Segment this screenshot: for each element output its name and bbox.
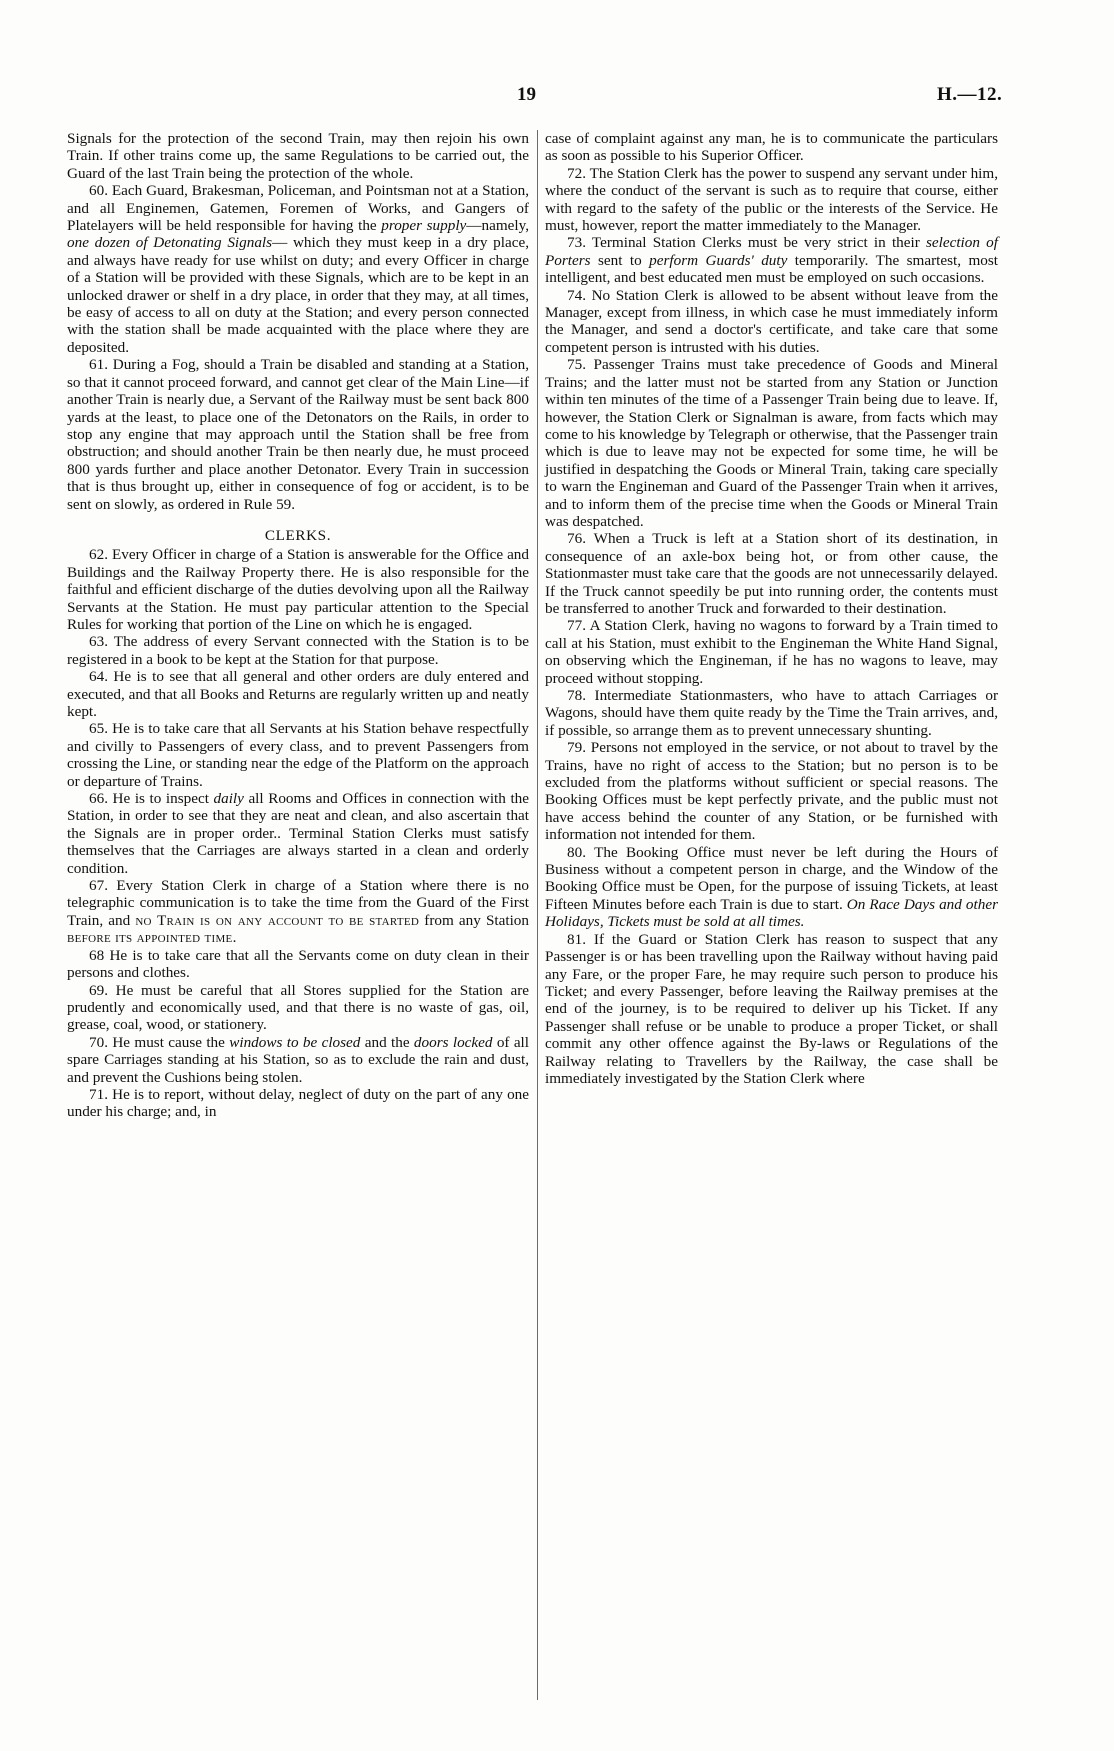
small-caps-text: no Train is on any account to be started xyxy=(135,911,420,929)
paragraph-text: 81. If the Guard or Station Clerk has reason to suspect that any Passenger is or has been travelling upon the Railway without having paid any Fare, or the proper Fare, he may require such person to produce his Ticket; and every Passenger, before leaving the Railway premises at the end of the journey, is to be required to deliver up his Ticket. If any Passenger shall refuse or be unable to produce a proper Ticket, or shall commit any other offence against the By-laws or Regulations of the Railway relating to Travellers by the Railway, the case shall be immediately investigated by the Station Clerk where xyxy=(545,930,998,1087)
section-heading xyxy=(67,527,529,544)
rule-paragraph xyxy=(67,982,529,1034)
left-text-column xyxy=(67,130,529,1121)
paragraph-text: 73. Terminal Station Clerks must be very strict in their xyxy=(567,234,926,252)
rule-paragraph xyxy=(67,130,529,182)
right-text-column xyxy=(545,130,998,1087)
paragraph-text: 80. The Booking Office must never be left during the Hours of Business without a competent person in charge, and the Window of the Booking Office must be Open, for the purpose of issuing Tickets, at least Fifteen Minutes before each Train is due to start. xyxy=(545,843,998,913)
rule-paragraph xyxy=(545,931,998,1088)
rule-paragraph xyxy=(67,1034,529,1086)
italic-text: selection of Porters xyxy=(545,234,998,269)
rule-paragraph xyxy=(67,790,529,877)
paragraph-text: 78. Intermediate Stationmasters, who have to attach Carriages or Wagons, should have them quite ready by the Time the Train arrives, and, if possible, so arrange them as to prevent unnecessary shunting. xyxy=(545,687,998,739)
paragraph-text: 67. Every Station Clerk in charge of a Station where there is no telegraphic communication is to take the time from the Guard of the First Train, and xyxy=(67,877,529,929)
paragraph-text: 63. The address of every Servant connected with the Station is to be registered in a book to be kept at the Station for that purpose. xyxy=(67,633,529,668)
document-reference: H.—12. xyxy=(937,84,1003,105)
italic-text: On Race Days and other Holidays, Tickets must be sold at all times. xyxy=(545,895,998,931)
rule-paragraph xyxy=(67,356,529,513)
rule-paragraph xyxy=(545,356,998,530)
paragraph-text: 69. He must be careful that all Stores supplied for the Station are prudently and economically used, and that there is no waste of gas, oil, grease, coal, wood, or stationery. xyxy=(67,981,529,1034)
paragraph-text: CLERKS. xyxy=(264,526,332,544)
paragraph-text: Signals for the protection of the second Train, may then rejoin his own Train. If other trains come up, the same Regulations to be carried out, the Guard of the last Train being the protection of the whole. xyxy=(67,130,529,182)
paragraph-text: —namely, xyxy=(466,217,529,235)
italic-text: windows to be closed xyxy=(229,1033,361,1051)
rule-paragraph xyxy=(67,546,529,633)
rule-paragraph xyxy=(545,287,998,357)
paragraph-text: 70. He must cause the xyxy=(89,1033,230,1051)
rule-paragraph xyxy=(67,1086,529,1121)
paragraph-text: 65. He is to take care that all Servants at his Station behave respectfully and civilly to Passengers of every class, and to prevent Passengers from crossing the Line, or standing near the edge of the Platform on the approach or departure of Trains. xyxy=(67,720,529,790)
rule-paragraph xyxy=(545,530,998,617)
paragraph-text: of all spare Carriages standing at his Station, so as to exclude the rain and dust, and prevent the Cushions being stolen. xyxy=(67,1033,530,1086)
paragraph-text: . xyxy=(232,929,237,947)
paragraph-text: sent to xyxy=(590,251,650,269)
page-number: 19 xyxy=(517,84,536,105)
paragraph-text: 75. Passenger Trains must take precedence of Goods and Mineral Trains; and the latter must not be started from any Station or Junction within ten minutes of the time of a Passenger Train being due to leave. If, however, the Station Clerk or Signalman is aware, from facts which may come to his knowledge by Telegraph or otherwise, that the Passenger train which is due to leave may not be expected for some time, he will be justified in despatching the Goods or Mineral Train, taking care specially to warn the Engineman and Guard of the Passenger Train when it arrives, and to inform them of the precise time when the Goods or Mineral Train was despatched. xyxy=(545,356,998,530)
rule-paragraph xyxy=(67,633,529,668)
paragraph-text: and the xyxy=(360,1033,414,1051)
italic-text: proper supply xyxy=(381,217,467,235)
rule-paragraph xyxy=(545,844,998,931)
column-divider xyxy=(537,130,538,1700)
paragraph-text: 62. Every Officer in charge of a Station is answerable for the Office and Buildings and the Railway Property there. He is also responsible for the faithful and efficient discharge of the duties devolving upon all the Railway Servants at the Station. He must pay particular attention to the Special Rules for working that portion of the Line on which he is engaged. xyxy=(67,546,529,633)
small-caps-text: before its appointed time xyxy=(67,929,233,947)
rule-paragraph xyxy=(67,668,529,720)
rule-paragraph xyxy=(67,182,529,356)
paragraph-text: temporarily. The smartest, most intelligent, and best educated men must be employed on such occasions. xyxy=(545,251,999,287)
rule-paragraph xyxy=(67,947,529,982)
paragraph-text: — which they must keep in a dry place, and always have ready for use whilst on duty; and every Officer in charge of a Station will be provided with these Signals, which are to be kept in an unlocked drawer or shelf in a dry place, in order that they may, at all times, be easy of access to all on duty at the Station; and every person connected with the station shall be made acquainted with the place where they are deposited. xyxy=(67,234,529,356)
paragraph-text: 77. A Station Clerk, having no wagons to forward by a Train timed to call at his Station, must exhibit to the Engineman the White Hand Signal, on observing which the Engineman, if he has no wagons to leave, may proceed without stopping. xyxy=(545,617,998,687)
paragraph-text: all Rooms and Offices in connection with the Station, in order to see that they are neat and clean, and also ascertain that the Signals are in proper order.. Terminal Station Clerks must satisfy themselves that the Carriages are always started in a clean and orderly condition. xyxy=(67,790,529,877)
paragraph-text: case of complaint against any man, he is to communicate the particulars as soon as possible to his Superior Officer. xyxy=(545,130,998,165)
italic-text: one dozen of Detonating Signals xyxy=(67,234,273,252)
paragraph-text: 68 He is to take care that all the Servants come on duty clean in their persons and clothes. xyxy=(67,946,529,982)
paragraph-text: 64. He is to see that all general and other orders are duly entered and executed, and that all Books and Returns are regularly written up and neatly kept. xyxy=(67,668,529,720)
italic-text: daily xyxy=(213,790,244,808)
paragraph-text: 61. During a Fog, should a Train be disabled and standing at a Station, so that it cannot proceed forward, and cannot get clear of the Main Line—if another Train is nearly due, a Servant of the Railway must be sent back 800 yards at the least, to place one of the Detonators on the Rails, in order to stop any engine that may approach until the Station shall be free from obstruction; and should another Train be then nearly due, he must proceed 800 yards further and place another Detonator. Every Train in succession that is thus brought up, either in consequence of fog or accident, is to be sent on slowly, as ordered in Rule 59. xyxy=(67,356,529,513)
paragraph-text: 72. The Station Clerk has the power to suspend any servant under him, where the conduct of the servant is such as to require that course, either with regard to the safety of the public or the interests of the Service. He must, however, report the matter immediately to the Manager. xyxy=(545,164,998,235)
rule-paragraph xyxy=(545,687,998,739)
rule-paragraph xyxy=(67,877,529,947)
paragraph-text: 71. He is to report, without delay, neglect of duty on the part of any one under his charge; and, in xyxy=(67,1085,529,1121)
rule-paragraph xyxy=(545,739,998,843)
paragraph-text: 74. No Station Clerk is allowed to be absent without leave from the Manager, except from illness, in which case he must immediately inform the Manager, and send a doctor's certificate, and take care that some competent person is intrusted with his duties. xyxy=(545,286,998,356)
italic-text: perform Guards' duty xyxy=(649,251,788,269)
paragraph-text: 76. When a Truck is left at a Station short of its destination, in consequence of an axle-box being hot, or from other cause, the Stationmaster must take care that the goods are not unnecessarily delayed. If the Truck cannot speedily be put into running order, the contents must be transferred to another Truck and forwarded to their destination. xyxy=(545,530,998,617)
paragraph-text: from any Station xyxy=(419,911,529,929)
italic-text: doors locked xyxy=(413,1033,493,1051)
rule-paragraph xyxy=(545,130,998,165)
paragraph-text: 79. Persons not employed in the service, or not about to travel by the Trains, have no right of access to the Station; but no person is to be excluded from the platforms without sufficient or special reasons. The Booking Offices must be kept perfectly private, and the public must not have access behind the counter of any Station, or be furnished with information not intended for them. xyxy=(545,739,998,844)
rule-paragraph xyxy=(545,617,998,687)
paragraph-text: 60. Each Guard, Brakesman, Policeman, and Pointsman not at a Station, and all Enginemen, Gatemen, Foremen of Works, and Gangers of Platelayers will be held responsible for having the xyxy=(67,182,529,235)
rule-paragraph xyxy=(545,165,998,235)
rule-paragraph xyxy=(67,720,529,790)
paragraph-text: 66. He is to inspect xyxy=(89,790,214,808)
rule-paragraph xyxy=(545,234,998,286)
